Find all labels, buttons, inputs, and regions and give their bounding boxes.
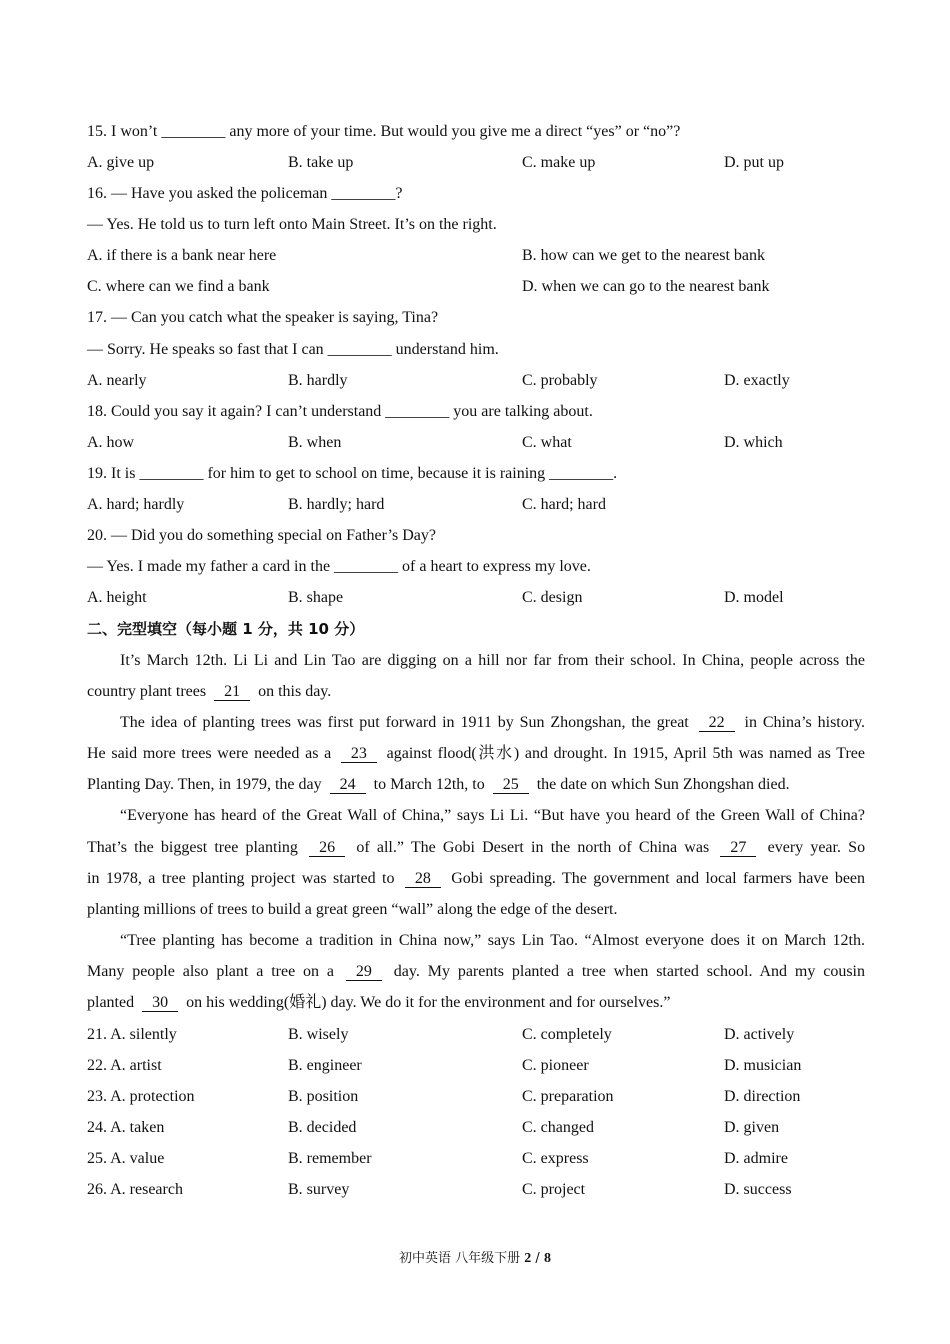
question-16-reply: — Yes. He told us to turn left onto Main Street. It’s on the right.: [87, 216, 497, 233]
option: B. wisely: [288, 1026, 349, 1043]
option: 25. A. value: [87, 1150, 165, 1167]
cloze-blank: 27: [720, 839, 756, 857]
passage-line: Planting Day. Then, in 1979, the day 24 to March 12th, to 25 the date on which Sun Zhongshan died.: [87, 776, 790, 793]
option: B. hardly; hard: [288, 496, 385, 513]
cloze-blank: 30: [142, 994, 178, 1012]
question-16-stem: 16. — Have you asked the policeman ________?: [87, 185, 403, 202]
option: B. survey: [288, 1181, 350, 1198]
option: A. hard; hardly: [87, 496, 185, 513]
cloze-blank: 26: [309, 839, 345, 857]
option: C. where can we find a bank: [87, 278, 270, 295]
option: 21. A. silently: [87, 1026, 177, 1043]
question-17-reply: — Sorry. He speaks so fast that I can ________ understand him.: [87, 341, 499, 358]
option: C. design: [522, 589, 583, 606]
cloze-blank: 24: [330, 776, 366, 794]
option: D. exactly: [724, 372, 790, 389]
option: D. put up: [724, 154, 784, 171]
option: D. admire: [724, 1150, 788, 1167]
question-15-stem: 15. I won’t ________ any more of your time. But would you give me a direct “yes” or “no”?: [87, 123, 681, 140]
option: C. what: [522, 434, 572, 451]
question-20-stem: 20. — Did you do something special on Father’s Day?: [87, 527, 436, 544]
option: D. direction: [724, 1088, 801, 1105]
option: C. pioneer: [522, 1057, 589, 1074]
option: C. probably: [522, 372, 598, 389]
option: B. remember: [288, 1150, 372, 1167]
option: D. when we can go to the nearest bank: [522, 278, 770, 295]
question-17-stem: 17. — Can you catch what the speaker is saying, Tina?: [87, 309, 439, 326]
passage-line: in 1978, a tree planting project was started to 28 Gobi spreading. The government and local farmers have been: [87, 870, 866, 887]
option: A. nearly: [87, 372, 147, 389]
option: 23. A. protection: [87, 1088, 195, 1105]
page-footer: 初中英语 八年级下册 2 / 8: [399, 1251, 551, 1266]
passage-line: planting millions of trees to build a great green “wall” along the edge of the desert.: [87, 901, 618, 918]
passage-line: That’s the biggest tree planting 26 of all.” The Gobi Desert in the north of China was 27 every year. So: [87, 839, 866, 856]
passage-line: It’s March 12th. Li Li and Lin Tao are digging on a hill nor far from their school. In China, people across the: [120, 652, 865, 669]
passage-line: The idea of planting trees was first put forward in 1911 by Sun Zhongshan, the great 22 in China’s history.: [120, 714, 866, 731]
cloze-blank: 22: [699, 714, 735, 732]
option: D. model: [724, 589, 784, 606]
option: B. engineer: [288, 1057, 362, 1074]
option: C. completely: [522, 1026, 612, 1043]
option: C. preparation: [522, 1088, 614, 1105]
option: B. decided: [288, 1119, 357, 1136]
passage-line: country plant trees 21 on this day.: [87, 683, 332, 700]
option: D. which: [724, 434, 783, 451]
cloze-blank: 25: [493, 776, 529, 794]
passage-line: planted 30 on his wedding(婚礼) day. We do it for the environment and for ourselves.”: [87, 994, 671, 1011]
option: 22. A. artist: [87, 1057, 162, 1074]
option: B. take up: [288, 154, 354, 171]
option: 26. A. research: [87, 1181, 183, 1198]
option: D. actively: [724, 1026, 795, 1043]
option: B. position: [288, 1088, 359, 1105]
option: D. given: [724, 1119, 780, 1136]
page-number: 2: [524, 1251, 532, 1266]
option: A. height: [87, 589, 147, 606]
section-heading: 二、完型填空（每小题 1 分，共 10 分）: [87, 620, 365, 638]
question-20-reply: — Yes. I made my father a card in the ________ of a heart to express my love.: [87, 558, 591, 575]
option: B. shape: [288, 589, 344, 606]
passage-line: He said more trees were needed as a 23 against flood(洪水) and drought. In 1915, April 5th was named as Tree: [87, 745, 866, 762]
option: D. musician: [724, 1057, 802, 1074]
cloze-blank: 21: [214, 683, 250, 701]
option: C. changed: [522, 1119, 594, 1136]
option: A. give up: [87, 154, 155, 171]
cloze-blank: 28: [405, 870, 441, 888]
option: 24. A. taken: [87, 1119, 165, 1136]
question-19-stem: 19. It is ________ for him to get to school on time, because it is raining ________.: [87, 465, 618, 482]
option: B. hardly: [288, 372, 348, 389]
page-total: 8: [543, 1251, 551, 1266]
option: C. express: [522, 1150, 589, 1167]
option: B. how can we get to the nearest bank: [522, 247, 766, 264]
option: C. make up: [522, 154, 596, 171]
passage-line: Many people also plant a tree on a 29 day. My parents planted a tree when started school. And my cousin: [87, 963, 866, 980]
option: C. hard; hard: [522, 496, 606, 513]
cloze-blank: 23: [341, 745, 377, 763]
option: D. success: [724, 1181, 792, 1198]
option: A. how: [87, 434, 135, 451]
question-18-stem: 18. Could you say it again? I can’t understand ________ you are talking about.: [87, 403, 593, 420]
option: A. if there is a bank near here: [87, 247, 277, 264]
option: B. when: [288, 434, 342, 451]
passage-line: “Everyone has heard of the Great Wall of China,” says Li Li. “But have you heard of the Green Wall of China?: [120, 807, 865, 824]
passage-line: “Tree planting has become a tradition in China now,” says Lin Tao. “Almost everyone does it on March 12th.: [120, 932, 865, 949]
cloze-blank: 29: [346, 963, 382, 981]
option: C. project: [522, 1181, 586, 1198]
